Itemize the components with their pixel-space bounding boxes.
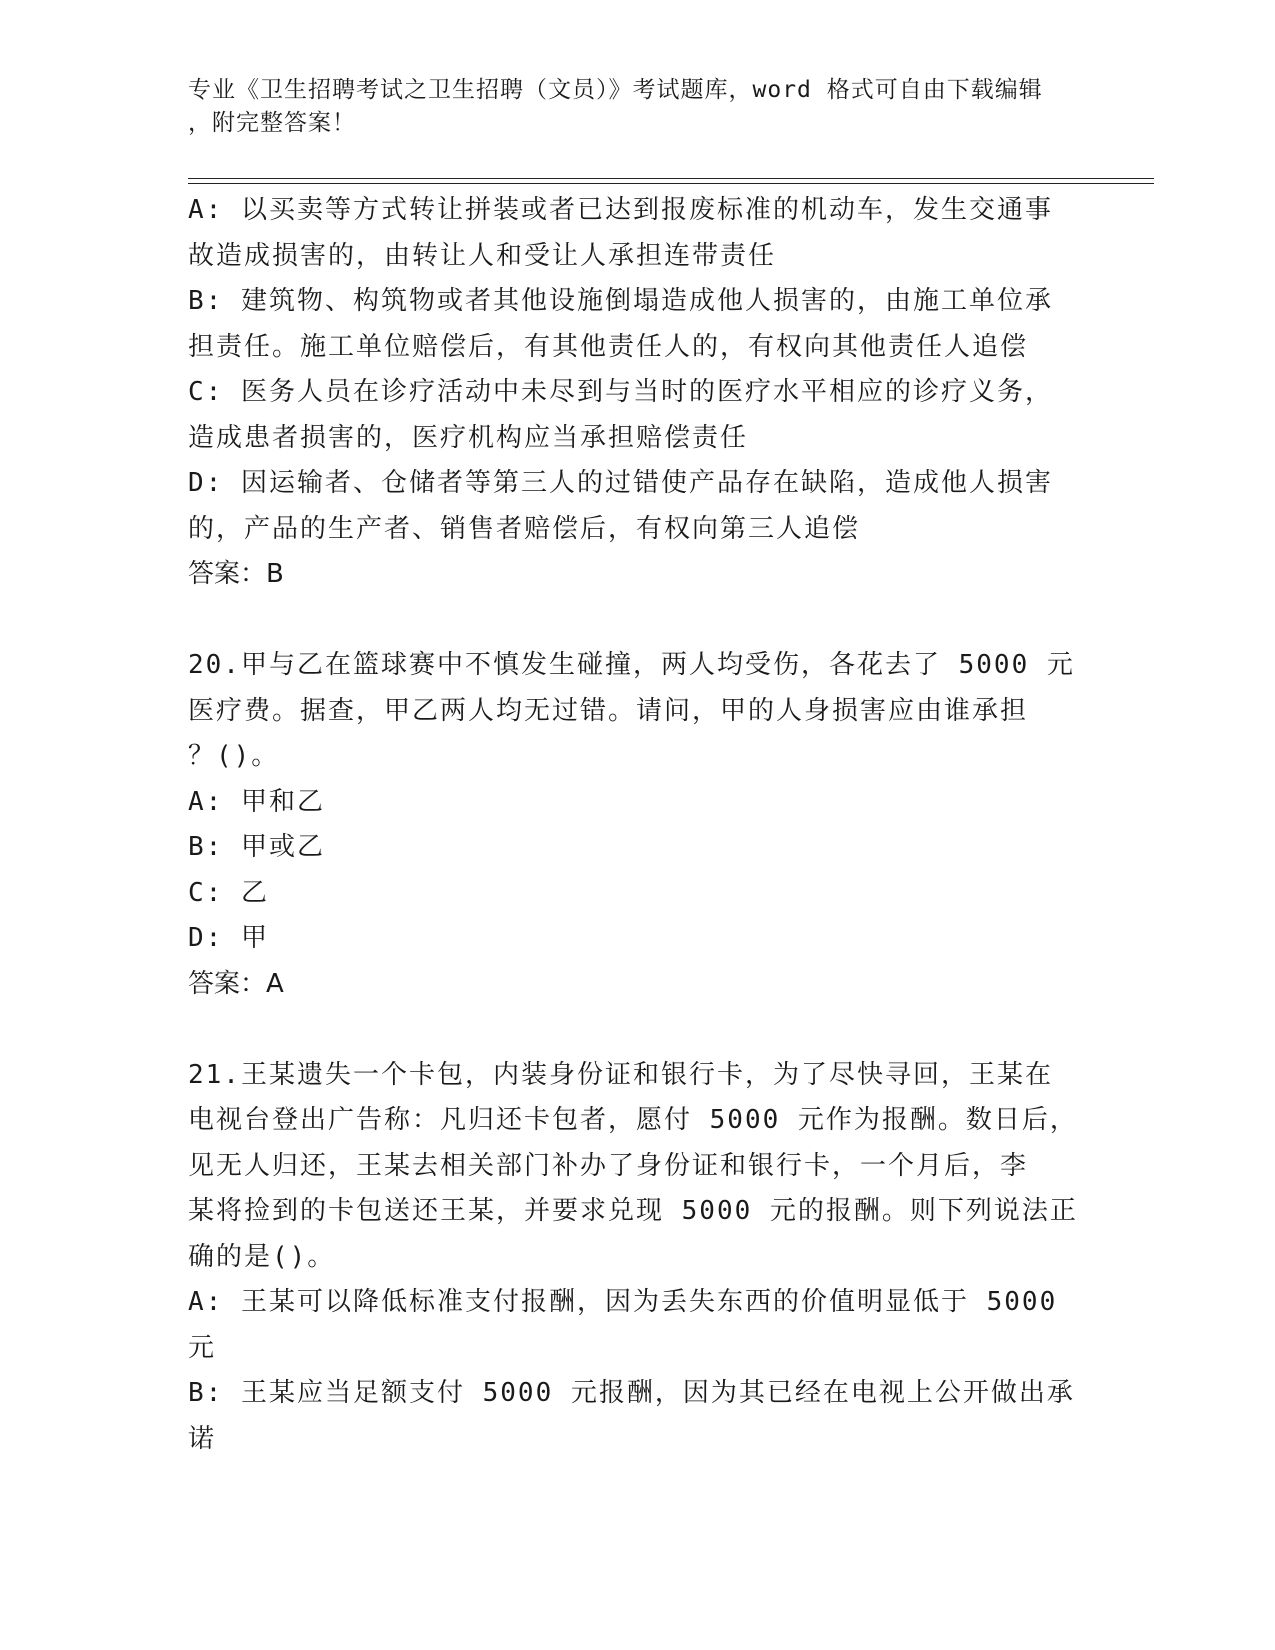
question-stem-line: 21.王某遗失一个卡包，内装身份证和银行卡，为了尽快寻回，王某在 xyxy=(188,1059,1053,1090)
spacer xyxy=(188,598,1088,644)
header-divider-bottom xyxy=(188,183,1154,184)
document-header xyxy=(188,74,1088,140)
option-a-line: A: 王某可以降低标准支付报酬，因为丢失东西的价值明显低于 5000 xyxy=(188,1287,1058,1317)
answer-label: 答案：B xyxy=(188,559,284,589)
header-line-2: ，附完整答案！ xyxy=(188,110,356,136)
answer-label: 答案：A xyxy=(188,968,284,999)
spacer xyxy=(188,1007,1088,1053)
option-b-line: B: 甲或乙 xyxy=(188,832,325,862)
option-b-line: 诺 xyxy=(188,1423,217,1454)
header-divider-top xyxy=(188,178,1154,179)
option-c-line: C: 医务人员在诊疗活动中未尽到与当时的医疗水平相应的诊疗义务， xyxy=(188,377,1053,407)
document-body xyxy=(188,188,1088,1462)
option-c-line: 造成患者损害的，医疗机构应当承担赔偿责任 xyxy=(188,422,749,453)
option-a-line: A: 甲和乙 xyxy=(188,786,325,817)
question-stem-line: 医疗费。据查，甲乙两人均无过错。请问，甲的人身损害应由谁承担 xyxy=(188,695,1029,726)
option-d-line: D: 甲 xyxy=(188,923,269,953)
header-line-1: 专业《卫生招聘考试之卫生招聘（文员）》考试题库，word 格式可自由下载编辑 xyxy=(188,77,1043,103)
option-b-line: B: 建筑物、构筑物或者其他设施倒塌造成他人损害的，由施工单位承 xyxy=(188,286,1053,316)
question-stem-line: 电视台登出广告称：凡归还卡包者，愿付 5000 元作为报酬。数日后， xyxy=(188,1105,1078,1135)
option-d-line: 的，产品的生产者、销售者赔偿后，有权向第三人追偿 xyxy=(188,513,861,544)
option-a-line: A: 以买卖等方式转让拼装或者已达到报废标准的机动车，发生交通事 xyxy=(188,195,1053,225)
option-b-line: 担责任。施工单位赔偿后，有其他责任人的，有权向其他责任人追偿 xyxy=(188,331,1029,362)
option-d-line: D: 因运输者、仓储者等第三人的过错使产品存在缺陷，造成他人损害 xyxy=(188,468,1053,498)
option-a-line: 元 xyxy=(188,1332,217,1363)
question-19-options xyxy=(188,188,1088,598)
option-b-line: B: 王某应当足额支付 5000 元报酬，因为其已经在电视上公开做出承 xyxy=(188,1378,1075,1408)
question-stem-line: 20.甲与乙在篮球赛中不慎发生碰撞，两人均受伤，各花去了 5000 元 xyxy=(188,650,1075,680)
question-stem-line: 见无人归还，王某去相关部门补办了身份证和银行卡，一个月后，李 xyxy=(188,1150,1029,1181)
option-a-line: 故造成损害的，由转让人和受让人承担连带责任 xyxy=(188,240,777,271)
question-21 xyxy=(188,1053,1088,1463)
question-stem-line: 确的是()。 xyxy=(188,1241,336,1272)
question-stem-line: ？()。 xyxy=(188,741,280,771)
option-c-line: C: 乙 xyxy=(188,877,269,908)
question-20 xyxy=(188,643,1088,1007)
question-stem-line: 某将捡到的卡包送还王某，并要求兑现 5000 元的报酬。则下列说法正 xyxy=(188,1196,1078,1226)
